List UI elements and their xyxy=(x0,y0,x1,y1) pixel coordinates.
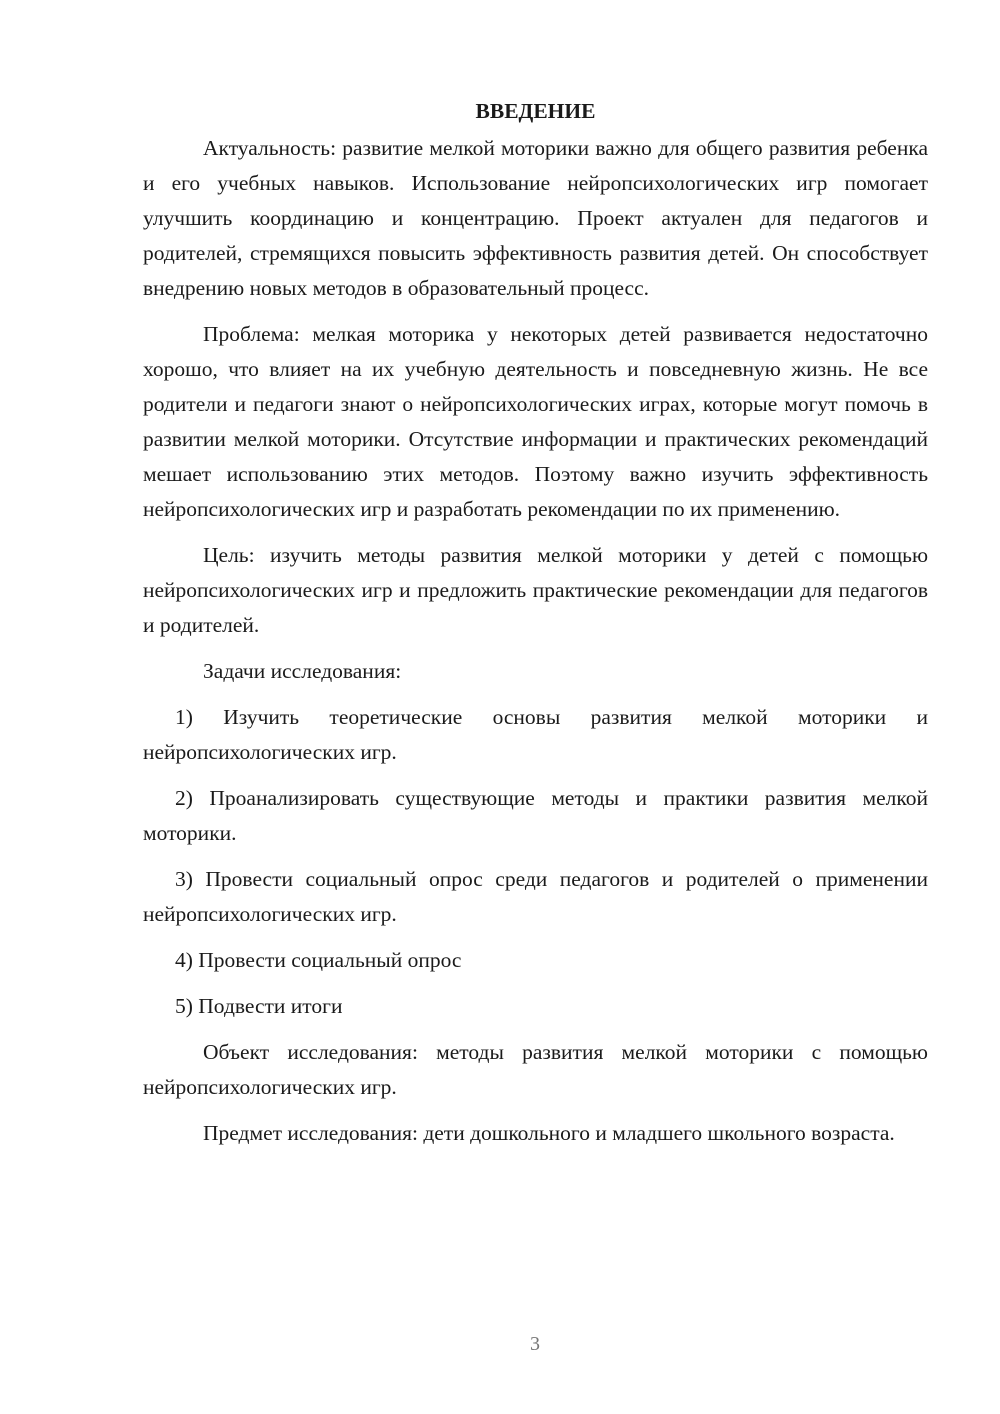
relevance-paragraph: Актуальность: развитие мелкой моторики важно для общего развития ребенка и его учебных навыков. Использование нейропсихологических игр помогает улучшить координацию и концентрацию. Проект актуален для педагогов и родителей, стремящихся повысить эффективность развития детей. Он способствует внедрению новых методов в образовательный процесс. xyxy=(143,136,928,300)
subject-paragraph: Предмет исследования: дети дошкольного и младшего школьного возраста. xyxy=(203,1121,895,1145)
task-item: 5) Подвести итоги xyxy=(175,994,343,1018)
tasks-heading: Задачи исследования: xyxy=(203,659,402,683)
document-page xyxy=(143,92,928,1162)
page-number: 3 xyxy=(530,1333,540,1355)
problem-paragraph: Проблема: мелкая моторика у некоторых детей развивается недостаточно хорошо, что влияет на их учебную деятельность и повседневную жизнь. Не все родители и педагоги знают о нейропсихологических играх, которые могут помочь в развитии мелкой моторики. Отсутствие информации и практических рекомендаций мешает использованию этих методов. Поэтому важно изучить эффективность нейропсихологических игр и разработать рекомендации по их применению. xyxy=(143,322,928,521)
section-title: ВВЕДЕНИЕ xyxy=(475,99,596,123)
task-item: 1) Изучить теоретические основы развития мелкой моторики и нейропсихологических игр. xyxy=(143,705,928,764)
task-item: 2) Проанализировать существующие методы и практики развития мелкой моторики. xyxy=(143,786,928,845)
object-paragraph: Объект исследования: методы развития мелкой моторики с помощью нейропсихологических игр. xyxy=(143,1040,928,1099)
task-item: 3) Провести социальный опрос среди педагогов и родителей о применении нейропсихологических игр. xyxy=(143,867,928,926)
task-item: 4) Провести социальный опрос xyxy=(175,948,462,972)
goal-paragraph: Цель: изучить методы развития мелкой моторики у детей с помощью нейропсихологических игр и предложить практические рекомендации для педагогов и родителей. xyxy=(143,543,928,637)
